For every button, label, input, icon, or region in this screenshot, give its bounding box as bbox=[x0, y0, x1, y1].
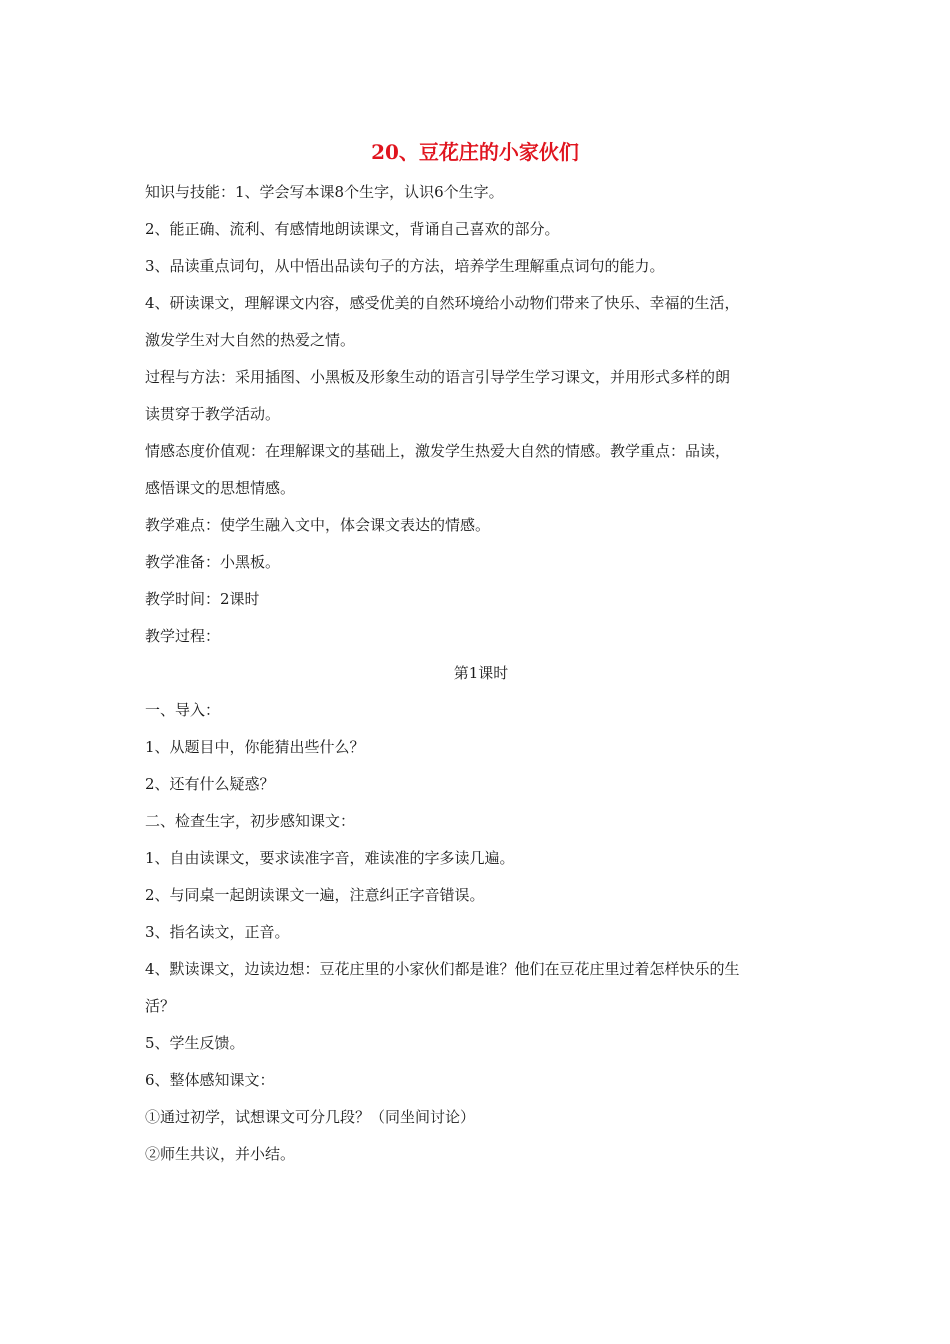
body-line: 2、能正确、流利、有感情地朗读课文，背诵自己喜欢的部分。 bbox=[145, 220, 560, 238]
body-line: 2、与同桌一起朗读课文一遍，注意纠正字音错误。 bbox=[145, 886, 485, 904]
body-line: 教学难点：使学生融入文中，体会课文表达的情感。 bbox=[145, 516, 491, 534]
body-line: 教学过程： bbox=[145, 627, 221, 645]
body-line: 过程与方法：采用插图、小黑板及形象生动的语言引导学生学习课文，并用形式多样的朗 bbox=[145, 368, 731, 386]
body-line: 6、整体感知课文： bbox=[145, 1071, 275, 1089]
body-line: 二、检查生字，初步感知课文： bbox=[145, 812, 356, 830]
body-line: 读贯穿于教学活动。 bbox=[145, 405, 281, 423]
body-line: 一、导入： bbox=[145, 701, 221, 719]
body-line: 教学准备：小黑板。 bbox=[145, 553, 281, 571]
body-line: 1、从题目中，你能猜出些什么？ bbox=[145, 738, 365, 756]
body-line: 4、默读课文，边读边想：豆花庄里的小家伙们都是谁？他们在豆花庄里过着怎样快乐的生 bbox=[145, 960, 740, 978]
body-line: 3、指名读文，正音。 bbox=[145, 923, 290, 941]
body-line: 1、自由读课文，要求读准字音，难读准的字多读几遍。 bbox=[145, 849, 515, 867]
body-line: 2、还有什么疑惑？ bbox=[145, 775, 275, 793]
body-line: 教学时间：2课时 bbox=[145, 590, 260, 608]
body-line: ①通过初学，试想课文可分几段？（同坐间讨论） bbox=[145, 1108, 476, 1126]
body-line: 感悟课文的思想情感。 bbox=[145, 479, 296, 497]
body-line: 知识与技能：1、学会写本课8个生字，认识6个生字。 bbox=[145, 183, 504, 201]
body-line: ②师生共议，并小结。 bbox=[145, 1145, 296, 1163]
document-title: 20、豆花庄的小家伙们 bbox=[371, 140, 579, 164]
body-line: 活？ bbox=[145, 997, 176, 1015]
body-line: 情感态度价值观：在理解课文的基础上，激发学生热爱大自然的情感。教学重点：品读， bbox=[145, 442, 731, 460]
body-line: 3、品读重点词句，从中悟出品读句子的方法，培养学生理解重点词句的能力。 bbox=[145, 257, 665, 275]
section-heading: 第1课时 bbox=[453, 664, 509, 682]
document-body bbox=[145, 174, 817, 1173]
body-line: 激发学生对大自然的热爱之情。 bbox=[145, 331, 356, 349]
body-line: 5、学生反馈。 bbox=[145, 1034, 245, 1052]
body-line: 4、研读课文，理解课文内容，感受优美的自然环境给小动物们带来了快乐、幸福的生活， bbox=[145, 294, 740, 312]
